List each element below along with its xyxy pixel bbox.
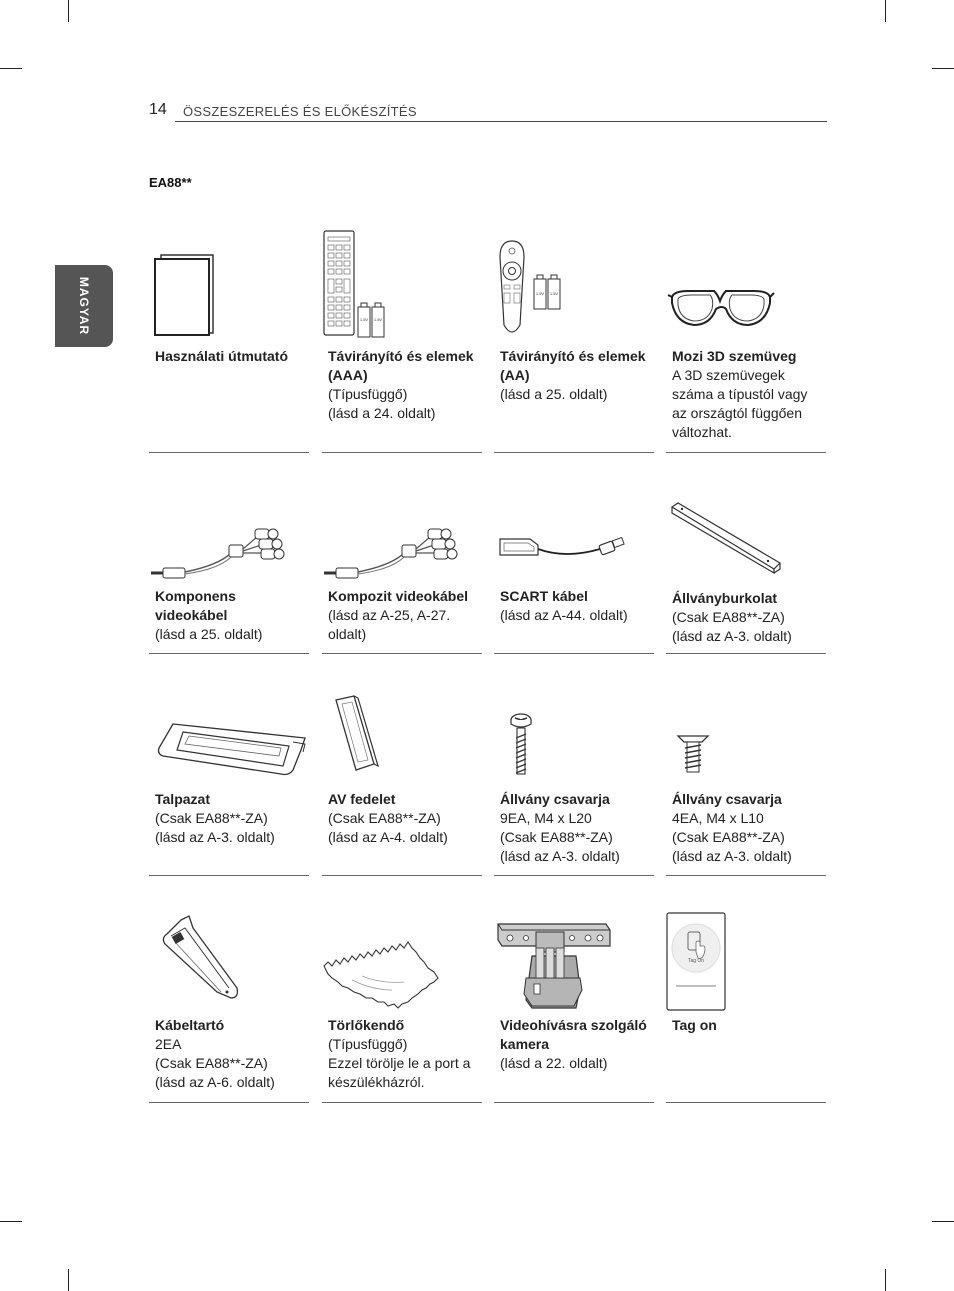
accessory-item xyxy=(666,912,826,1103)
crop-mark xyxy=(0,1221,22,1222)
item-divider xyxy=(149,875,309,876)
accessory-item xyxy=(494,495,654,654)
accessory-item xyxy=(322,694,482,876)
item-divider xyxy=(666,452,826,453)
tag-on-icon xyxy=(666,912,728,1012)
battery-label: 1.5V xyxy=(549,291,559,296)
accessory-item xyxy=(666,495,826,654)
item-name: Kábeltartó xyxy=(155,1017,225,1033)
section-title: ÖSSZESZERELÉS ÉS ELŐKÉSZÍTÉS xyxy=(183,104,417,119)
item-detail: (lásd a 22. oldalt) xyxy=(500,1055,608,1071)
language-tab-label: MAGYAR xyxy=(77,276,91,336)
item-detail: (Csak EA88**-ZA) xyxy=(155,810,268,826)
item-name: Állványburkolat xyxy=(672,590,778,606)
remote-aaa-icon xyxy=(322,229,392,339)
page-number: 14 xyxy=(149,101,167,118)
item-detail: (lásd az A-6. oldalt) xyxy=(155,1074,275,1090)
crop-mark xyxy=(68,0,69,22)
item-detail: A 3D szemüvegek száma a típustól vagy az országtól függően változhat. xyxy=(672,367,808,440)
item-divider xyxy=(149,653,309,654)
item-name: Komponens videokábel xyxy=(155,588,236,623)
item-divider xyxy=(666,875,826,876)
item-name: Állvány csavarja xyxy=(672,791,782,807)
item-divider xyxy=(666,653,826,654)
item-detail: (lásd az A-3. oldalt) xyxy=(672,848,792,864)
item-divider xyxy=(149,1102,309,1103)
screw-short-icon xyxy=(676,732,710,776)
accessory-item xyxy=(322,912,482,1103)
item-detail: (lásd az A-3. oldalt) xyxy=(155,829,275,845)
item-name: SCART kábel xyxy=(500,588,588,604)
accessory-item xyxy=(494,912,654,1103)
scart-cable-icon xyxy=(496,531,631,567)
item-name: Talpazat xyxy=(155,791,210,807)
item-name: Kompozit videokábel xyxy=(328,588,469,604)
item-divider xyxy=(494,1102,654,1103)
item-detail: (Típusfüggő) xyxy=(328,1036,408,1052)
model-heading: EA88** xyxy=(149,175,192,190)
composite-cable-icon xyxy=(322,525,462,580)
video-camera-icon xyxy=(496,918,614,1010)
item-detail: (lásd a 25. oldalt) xyxy=(500,386,608,402)
item-divider xyxy=(494,452,654,453)
stand-cover-icon xyxy=(668,499,784,577)
item-detail: (lásd a 24. oldalt) xyxy=(328,405,436,421)
stand-base-icon xyxy=(155,720,309,778)
header-divider xyxy=(175,121,827,122)
accessory-item xyxy=(494,694,654,876)
item-detail: (lásd az A-3. oldalt) xyxy=(500,848,620,864)
accessory-item xyxy=(149,225,309,453)
item-divider xyxy=(494,875,654,876)
language-tab xyxy=(55,265,113,347)
manual-icon xyxy=(153,253,215,337)
accessory-item xyxy=(322,495,482,654)
item-name: Tag on xyxy=(672,1017,717,1033)
cleaning-cloth-icon xyxy=(322,932,442,1012)
item-detail: Ezzel törölje le a port a készülékházról. xyxy=(328,1055,471,1090)
item-detail: 4EA, M4 x L10 xyxy=(672,810,764,826)
item-detail: (Csak EA88**-ZA) xyxy=(328,810,441,826)
accessory-item xyxy=(149,694,309,876)
item-divider xyxy=(149,452,309,453)
item-name: Törlőkendő xyxy=(328,1017,405,1033)
crop-mark xyxy=(885,0,886,22)
accessory-item xyxy=(666,225,826,453)
item-detail: (Csak EA88**-ZA) xyxy=(500,829,613,845)
item-detail: (Típusfüggő) xyxy=(328,386,408,402)
accessory-item xyxy=(666,694,826,876)
accessory-item xyxy=(322,225,482,453)
item-divider xyxy=(322,875,482,876)
item-divider xyxy=(322,1102,482,1103)
component-cable-icon xyxy=(149,525,289,580)
3d-glasses-icon xyxy=(666,283,776,333)
battery-label: 1.5V xyxy=(359,317,369,322)
item-detail: (lásd a 25. oldalt) xyxy=(155,626,263,642)
crop-mark xyxy=(68,1269,69,1291)
accessory-item xyxy=(149,495,309,654)
item-detail: (lásd az A-44. oldalt) xyxy=(500,607,628,623)
item-detail: 2EA xyxy=(155,1036,182,1052)
item-name: Távirányító és elemek (AAA) xyxy=(328,348,474,383)
cable-holder-icon xyxy=(157,914,241,1002)
item-divider xyxy=(494,653,654,654)
item-name: AV fedelet xyxy=(328,791,396,807)
battery-label: 1.5V xyxy=(373,317,383,322)
item-detail: (Csak EA88**-ZA) xyxy=(672,609,785,625)
crop-mark xyxy=(885,1269,886,1291)
accessory-item xyxy=(149,912,309,1103)
item-name: Használati útmutató xyxy=(155,348,289,364)
item-detail: (Csak EA88**-ZA) xyxy=(672,829,785,845)
tag-on-logo-label: Tag On xyxy=(687,958,705,964)
item-detail: (lásd az A-3. oldalt) xyxy=(672,628,792,644)
item-detail: (lásd az A-25, A-27. oldalt) xyxy=(328,607,451,642)
item-name: Mozi 3D szemüveg xyxy=(672,348,797,364)
crop-mark xyxy=(932,68,954,69)
item-name: Videohívásra szolgáló kamera xyxy=(500,1017,647,1052)
item-detail: (lásd az A-4. oldalt) xyxy=(328,829,448,845)
screw-long-icon xyxy=(506,712,536,778)
accessory-item xyxy=(494,225,654,453)
magic-remote-icon xyxy=(496,239,566,339)
item-detail: 9EA, M4 x L20 xyxy=(500,810,592,826)
item-divider xyxy=(666,1102,826,1103)
item-divider xyxy=(322,653,482,654)
crop-mark xyxy=(0,68,22,69)
item-detail: (Csak EA88**-ZA) xyxy=(155,1055,268,1071)
item-name: Állvány csavarja xyxy=(500,791,610,807)
item-divider xyxy=(322,452,482,453)
crop-mark xyxy=(932,1221,954,1222)
av-cover-icon xyxy=(332,694,382,774)
item-name: Távirányító és elemek (AA) xyxy=(500,348,646,383)
battery-label: 1.5V xyxy=(535,291,545,296)
